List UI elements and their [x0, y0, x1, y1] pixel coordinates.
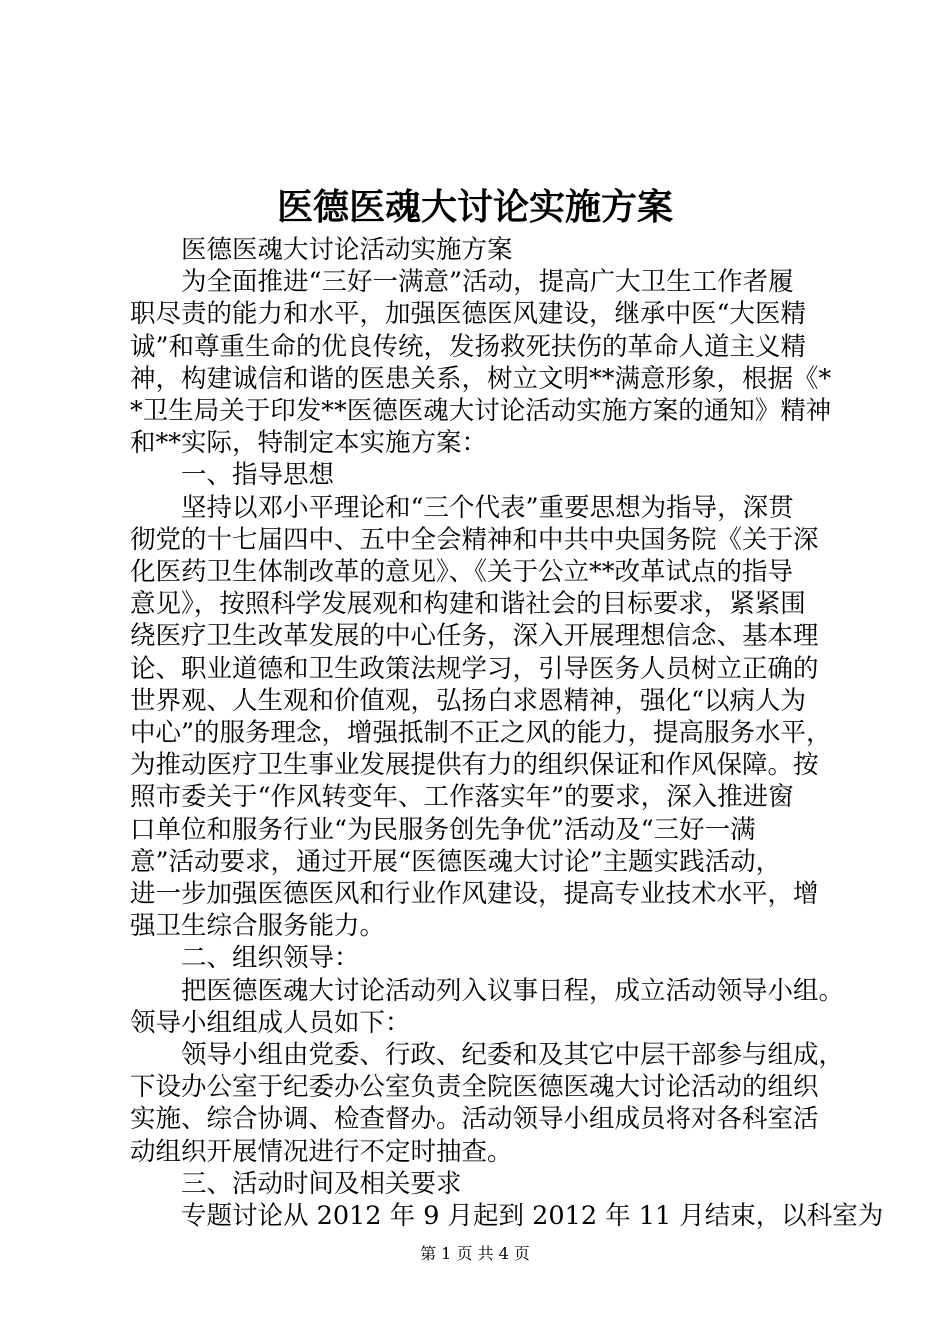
text-line: 绕医疗卫生改革发展的中心任务，深入开展理想信念、基本理 [130, 621, 819, 652]
document-subtitle: 医德医魂大讨论活动实施方案 [181, 235, 513, 265]
text-line: 进一步加强医德医风和行业作风建设，提高专业技术水平，增 [130, 879, 819, 910]
text-line: 职尽责的能力和水平，加强医德医风建设，继承中医“大医精 [130, 299, 807, 330]
text-line: 彻党的十七届四中、五中全会精神和中共中央国务院《关于深 [130, 524, 819, 555]
text-line: 世界观、人生观和价值观，弘扬白求恩精神，强化“以病人为 [130, 685, 807, 716]
text-line: 下设办公室于纪委办公室负责全院医德医魂大讨论活动的组织 [130, 1072, 819, 1103]
text-line: 论、职业道德和卫生政策法规学习，引导医务人员树立正确的 [130, 653, 819, 684]
text-line: 把医德医魂大讨论活动列入议事日程，成立活动领导小组。 [181, 975, 845, 1006]
text-line: 照市委关于“作风转变年、工作落实年”的要求，深入推进窗 [130, 782, 794, 813]
text-line: 口单位和服务行业“为民服务创先争优”活动及“三好一满 [130, 814, 756, 845]
organization-paragraph-2 [130, 1039, 845, 1168]
text-line: 中心”的服务理念，增强抵制不正之风的能力，提高服务水平， [130, 718, 832, 749]
text-line: 诚”和尊重生命的优良传统，发扬救死扶伤的革命人道主义精 [130, 331, 807, 362]
text-line: 为推动医疗卫生事业发展提供有力的组织保证和作风保障。按 [130, 750, 819, 781]
schedule-paragraph [130, 1200, 884, 1232]
document-title: 医德医魂大讨论实施方案 [276, 186, 673, 228]
text-line: 强卫生综合服务能力。 [130, 911, 386, 942]
document-body [130, 234, 884, 1232]
page-number-footer: 第 1 页 共 4 页 [420, 1244, 530, 1263]
intro-paragraph [130, 266, 830, 459]
text-line: *卫生局关于印发**医德医魂大讨论活动实施方案的通知》精神 [130, 396, 832, 427]
text-line: 专题讨论从 2012 年 9 月起到 2012 年 11 月结束，以科室为 [181, 1201, 884, 1232]
section-heading-organization: 二、组织领导： [181, 943, 360, 974]
text-line: 实施、综合协调、检查督办。活动领导小组成员将对各科室活 [130, 1104, 819, 1135]
section-heading-schedule: 三、活动时间及相关要求 [181, 1168, 462, 1199]
guiding-ideology-paragraph [130, 492, 830, 943]
text-line: 领导小组组成人员如下： [130, 1007, 411, 1038]
text-line: 动组织开展情况进行不定时抽查。 [130, 1136, 513, 1167]
text-line: 化医药卫生体制改革的意见》、《关于公立**改革试点的指导 [130, 557, 794, 588]
text-line: 领导小组由党委、行政、纪委和及其它中层干部参与组成， [181, 1040, 845, 1071]
text-line: 和**实际，特制定本实施方案： [130, 428, 488, 459]
organization-paragraph-1 [130, 975, 845, 1039]
section-heading-guiding-ideology: 一、指导思想 [181, 460, 335, 491]
text-line: 坚持以邓小平理论和“三个代表”重要思想为指导，深贯 [181, 492, 794, 523]
text-line: 意见》，按照科学发展观和构建和谐社会的目标要求，紧紧围 [130, 589, 806, 620]
text-line: 意”活动要求，通过开展“医德医魂大讨论”主题实践活动， [130, 846, 782, 877]
text-line: 神，构建诚信和谐的医患关系，树立文明**满意形象，根据《* [130, 363, 832, 394]
text-line: 为全面推进“三好一满意”活动，提高广大卫生工作者履 [181, 267, 794, 298]
